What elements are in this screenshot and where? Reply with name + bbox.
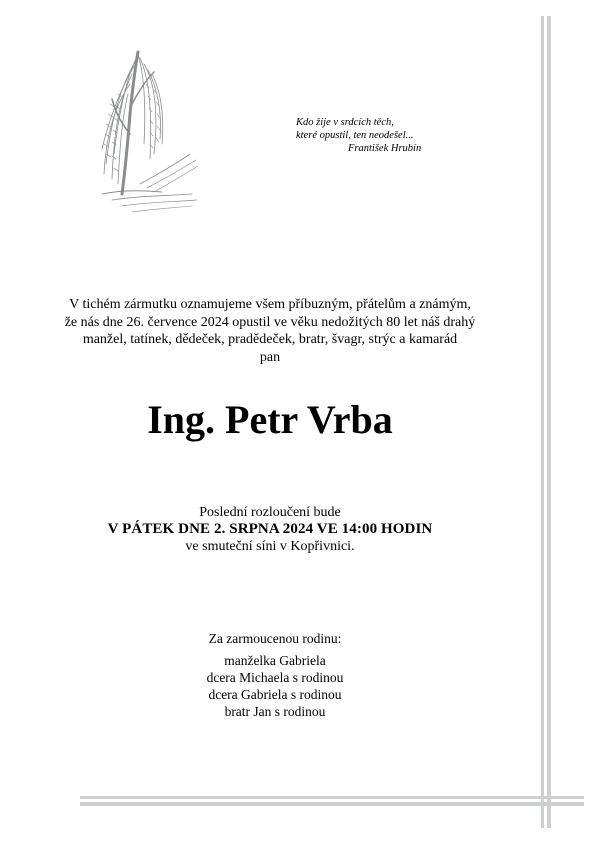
funeral-place: ve smuteční síni v Kopřivnici. bbox=[185, 539, 355, 554]
notice-line-1: V tichém zármutku oznamujeme všem příbuzným, přátelům a známým, bbox=[69, 297, 471, 312]
notice-line-2: že nás dne 26. července 2024 opustil ve věku nedožitých 80 let náš drahý bbox=[64, 314, 476, 330]
notice-line-4: pan bbox=[259, 349, 281, 365]
quote-author: František Hrubín bbox=[348, 143, 422, 154]
quote-block bbox=[296, 116, 466, 155]
death-notice-text bbox=[40, 296, 500, 366]
deceased-name: Ing. Petr Vrba bbox=[147, 397, 393, 442]
frame-horizontal-line-inner bbox=[80, 796, 584, 799]
notice-line-3: manžel, tatínek, dědeček, pradědeček, bratr, švagr, strýc a kamarád bbox=[82, 332, 458, 347]
quote-line-1: Kdo žije v srdcích těch, bbox=[296, 117, 394, 128]
mourners-block bbox=[140, 630, 410, 720]
quote-line-2: které opustil, ten neodešel... bbox=[296, 130, 414, 141]
mourners-intro: Za zarmoucenou rodinu: bbox=[208, 631, 342, 646]
funeral-datetime: V PÁTEK DNE 2. SRPNA 2024 VE 14:00 HODIN bbox=[107, 521, 433, 537]
frame-vertical-line-inner bbox=[541, 16, 544, 828]
mourner-1: manželka Gabriela bbox=[224, 653, 326, 668]
frame-horizontal-line-outer bbox=[80, 802, 584, 806]
mourner-2: dcera Michaela s rodinou bbox=[206, 670, 344, 685]
frame-vertical-line-outer bbox=[547, 16, 551, 828]
mourner-3: dcera Gabriela s rodinou bbox=[208, 687, 342, 702]
funeral-info bbox=[40, 504, 500, 555]
funeral-intro: Poslední rozloučení bude bbox=[199, 505, 341, 520]
willow-tree-icon bbox=[92, 44, 202, 214]
mourner-4: bratr Jan s rodinou bbox=[224, 704, 326, 719]
